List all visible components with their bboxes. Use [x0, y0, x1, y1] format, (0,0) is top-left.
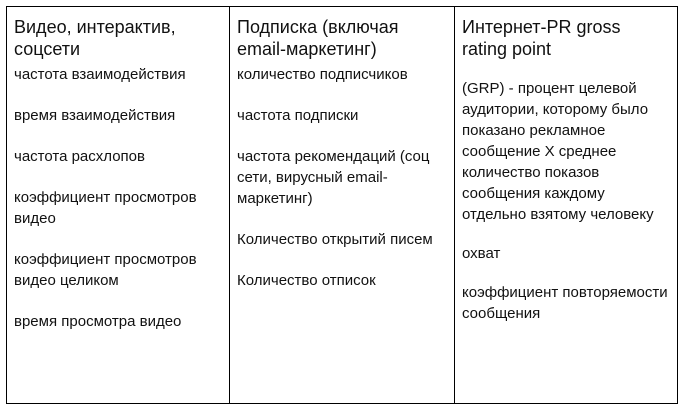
- column-internet-pr: [454, 7, 677, 403]
- list-item: частота взаимодействия: [14, 66, 186, 83]
- column-heading: Видео, интерактив, соцсети: [14, 17, 176, 59]
- column-heading: Интернет-PR gross rating point: [462, 17, 621, 59]
- column-heading: Подписка (включая email-маркетинг): [237, 17, 399, 59]
- list-item: частота подписки: [237, 107, 359, 124]
- list-item: коэффициент повторяемости сообщения: [462, 284, 668, 322]
- list-item: Количество открытий писем: [237, 231, 433, 248]
- list-item: коэффициент просмотров видео: [14, 189, 197, 227]
- column-subscription: [229, 7, 454, 403]
- metrics-table: [6, 6, 678, 404]
- list-item: коэффициент просмотров видео целиком: [14, 251, 197, 289]
- list-item: количество подписчиков: [237, 66, 408, 83]
- list-item: Количество отписок: [237, 272, 376, 289]
- list-item: частота рекомендаций (соц сети, вирусный email-маркетинг): [237, 148, 430, 207]
- list-item: (GRP) - процент целевой аудитории, которому было показано рекламное сообщение X среднее количество показов сообщения каждому отдельно взятому человеку: [462, 80, 654, 223]
- list-item: частота расхлопов: [14, 148, 145, 165]
- list-item: время взаимодействия: [14, 107, 176, 124]
- list-item: время просмотра видео: [14, 313, 182, 330]
- column-video-interactive-social: [7, 7, 229, 403]
- list-item: охват: [462, 245, 501, 262]
